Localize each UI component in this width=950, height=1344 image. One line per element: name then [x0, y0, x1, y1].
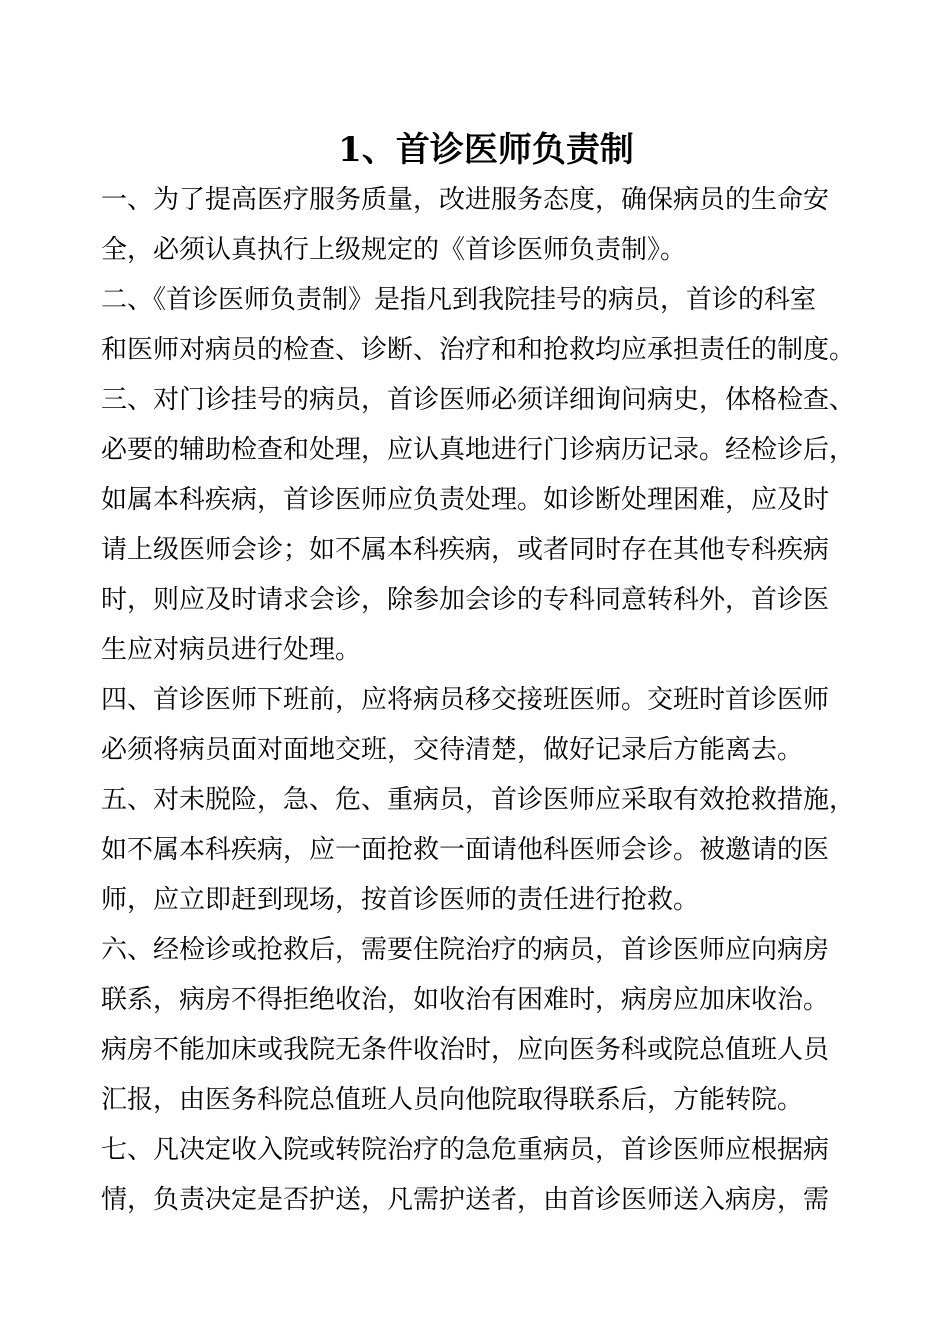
- text-line: 如属本科疾病，首诊医师应负责处理。如诊断处理困难，应及时: [101, 485, 830, 515]
- text-line: 二、《首诊医师负责制》是指凡到我院挂号的病员，首诊的科室: [101, 285, 817, 315]
- text-line: 五、对未脱险，急、危、重病员，首诊医师应采取有效抢救措施，: [101, 785, 856, 815]
- text-line: 请上级医师会诊；如不属本科疾病，或者同时存在其他专科疾病: [101, 535, 830, 565]
- text-line: 四、首诊医师下班前，应将病员移交接班医师。交班时首诊医师: [101, 685, 830, 715]
- text-line: 时，则应及时请求会诊，除参加会诊的专科同意转科外，首诊医: [101, 585, 830, 615]
- text-line: 和医师对病员的检查、诊断、治疗和和抢救均应承担责任的制度。: [101, 335, 856, 365]
- text-line: 病房不能加床或我院无条件收治时，应向医务科或院总值班人员: [101, 1035, 830, 1065]
- text-line: 全，必须认真执行上级规定的《首诊医师负责制》。: [101, 235, 687, 265]
- text-line: 一、为了提高医疗服务质量，改进服务态度，确保病员的生命安: [101, 185, 830, 215]
- text-line: 情，负责决定是否护送，凡需护送者，由首诊医师送入病房，需: [101, 1185, 830, 1215]
- text-line: 七、凡决定收入院或转院治疗的急危重病员，首诊医师应根据病: [101, 1135, 830, 1165]
- text-line: 联系，病房不得拒绝收治，如收治有困难时，病房应加床收治。: [101, 985, 830, 1015]
- text-line: 如不属本科疾病，应一面抢救一面请他科医师会诊。被邀请的医: [101, 835, 830, 865]
- text-line: 汇报，由医务科院总值班人员向他院取得联系后，方能转院。: [101, 1085, 804, 1115]
- text-line: 生应对病员进行处理。: [101, 635, 362, 665]
- document-title: 1、首诊医师负责制: [338, 130, 634, 170]
- document-body: [101, 175, 861, 1225]
- text-line: 必要的辅助检查和处理，应认真地进行门诊病历记录。经检诊后，: [101, 435, 856, 465]
- text-line: 六、经检诊或抢救后，需要住院治疗的病员，首诊医师应向病房: [101, 935, 830, 965]
- text-line: 师，应立即赶到现场，按首诊医师的责任进行抢救。: [101, 885, 700, 915]
- text-line: 必须将病员面对面地交班，交待清楚，做好记录后方能离去。: [101, 735, 804, 765]
- text-line: 三、对门诊挂号的病员，首诊医师必须详细询问病史，体格检查、: [101, 385, 856, 415]
